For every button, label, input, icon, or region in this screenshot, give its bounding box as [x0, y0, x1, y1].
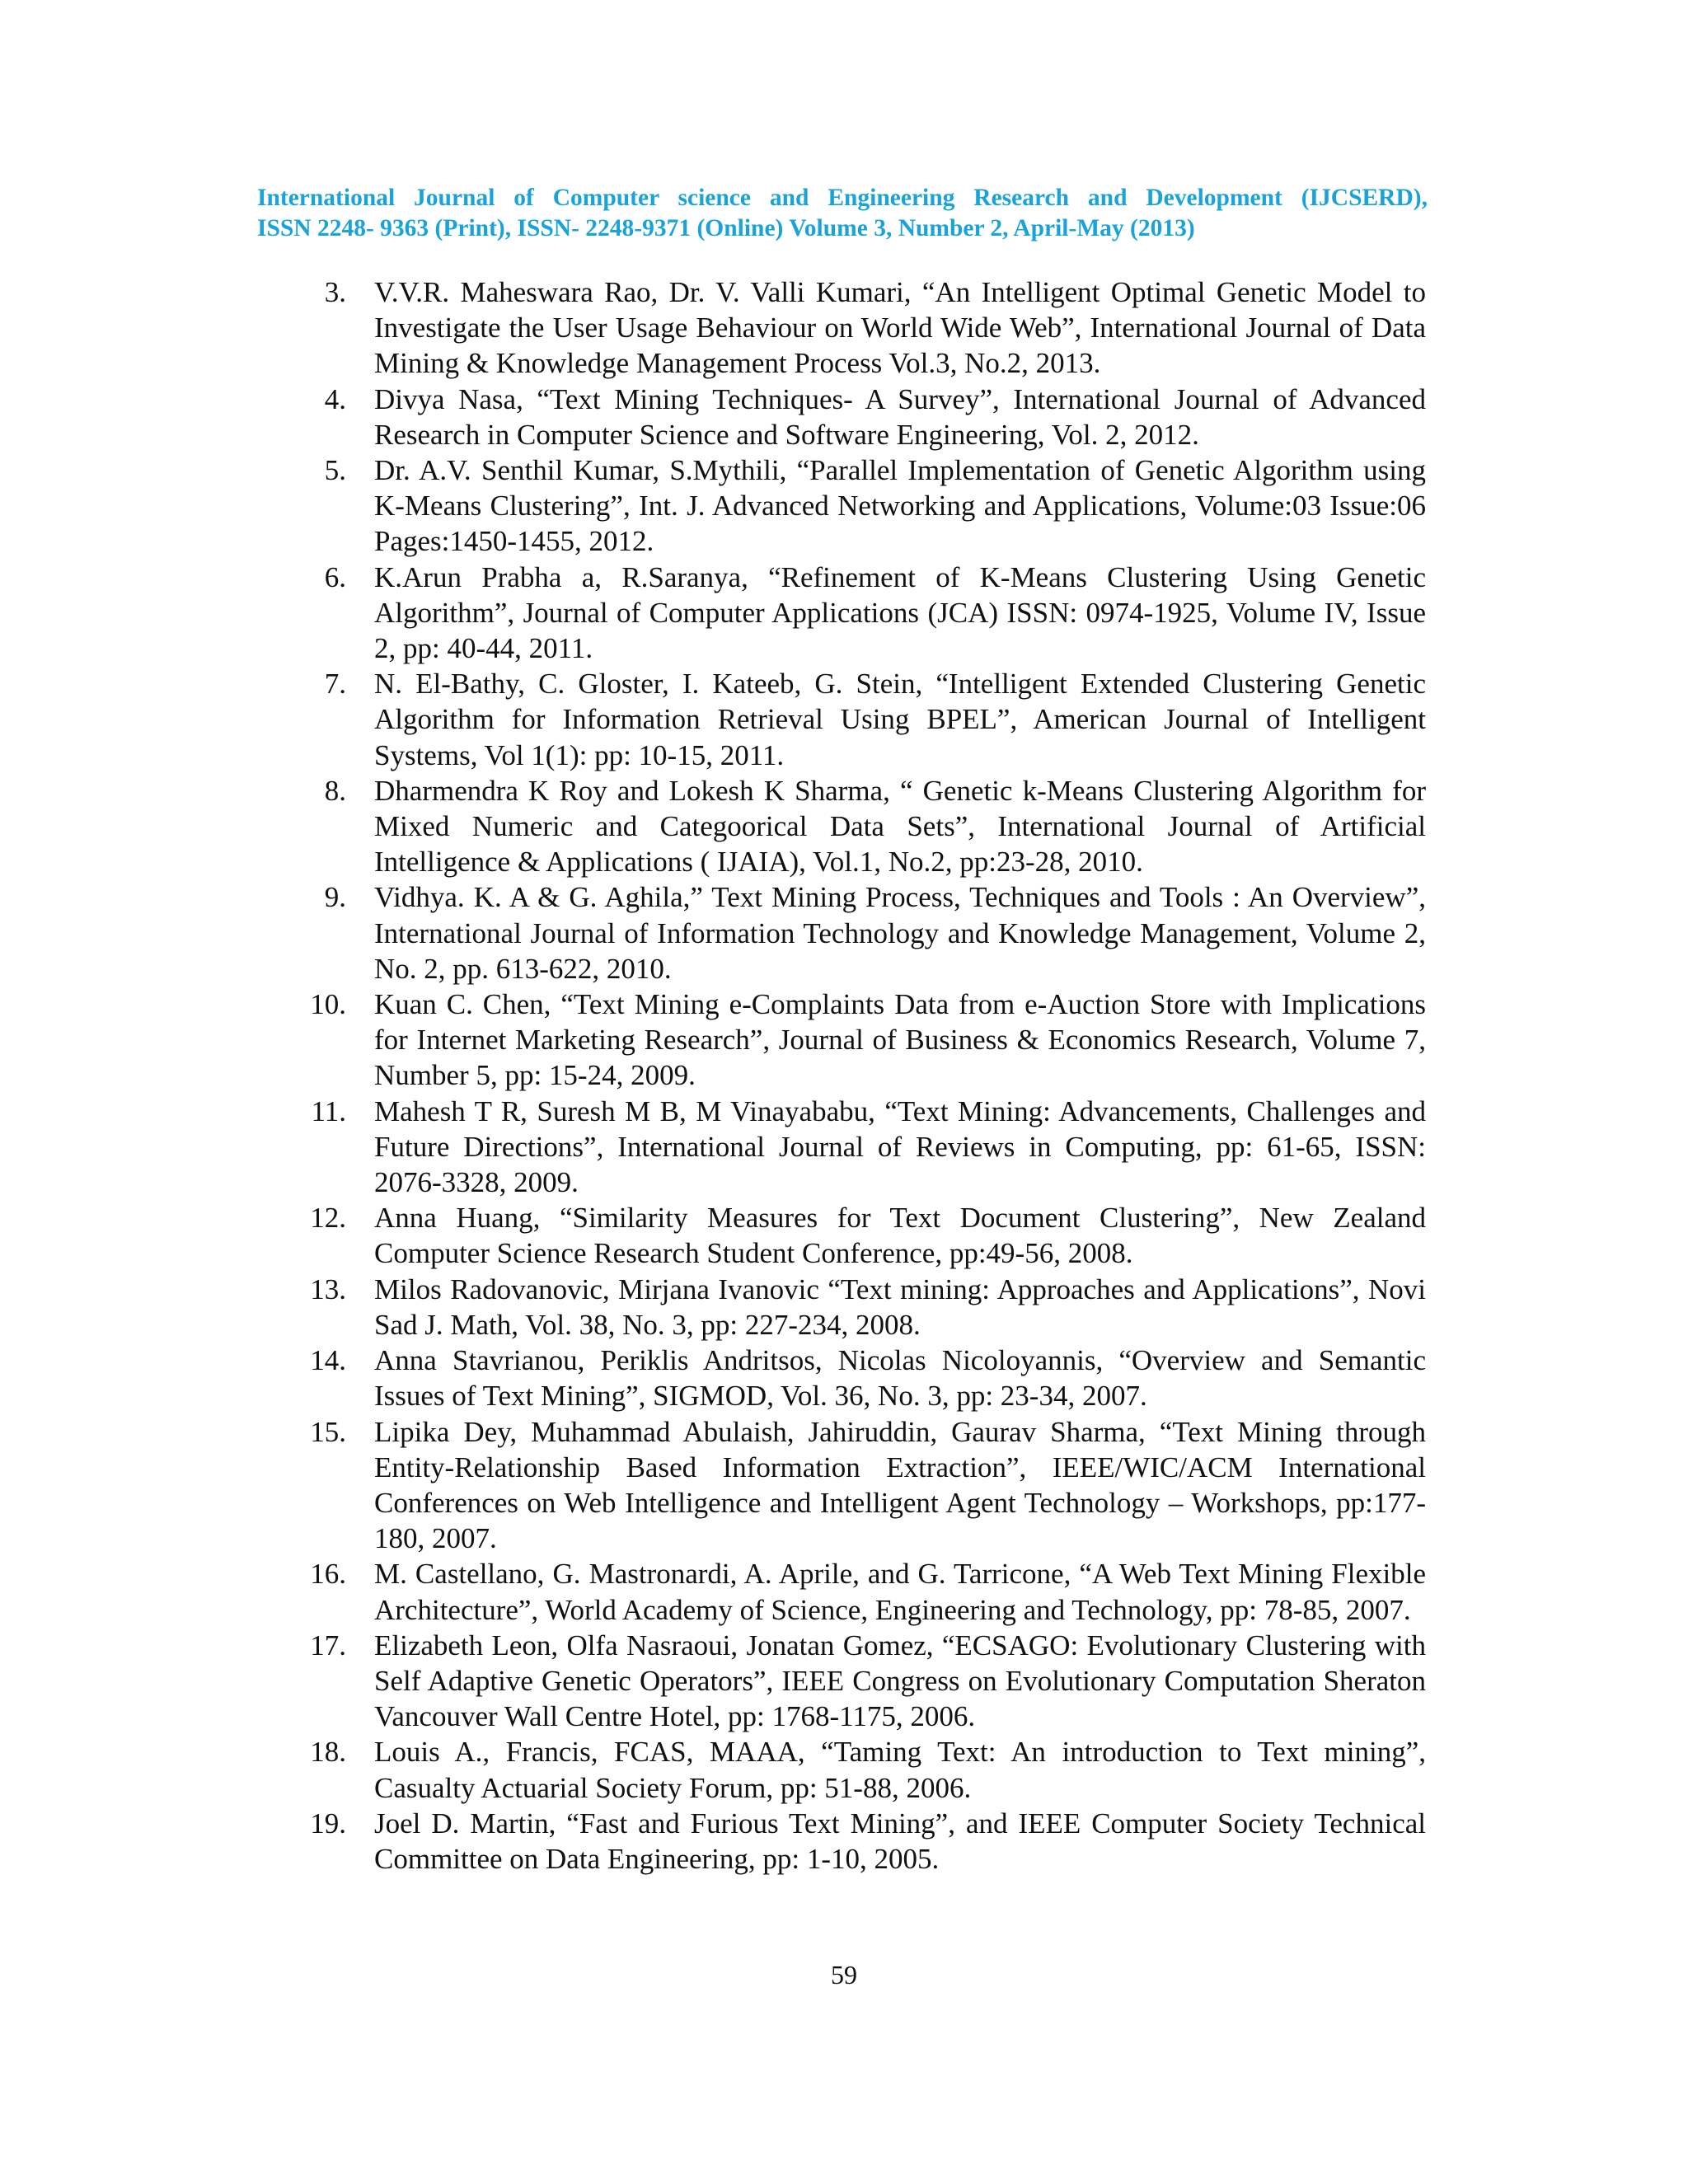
reference-item — [303, 666, 1426, 773]
reference-text: Elizabeth Leon, Olfa Nasraoui, Jonatan Gomez, “ECSAGO: Evolutionary Clustering with Self Adaptive Genetic Operators”, IEEE Congress on Evolutionary Computation Sheraton Vancouver Wall Centre Hotel, pp: 1768-1175, 2006. — [374, 1629, 1426, 1733]
reference-number: 6. — [324, 560, 346, 593]
reference-number: 3. — [324, 276, 346, 308]
page-number: 59 — [831, 1960, 857, 1990]
reference-number: 11. — [311, 1094, 346, 1127]
reference-number: 5. — [324, 454, 346, 487]
reference-text: N. El-Bathy, C. Gloster, I. Kateeb, G. Stein, “Intelligent Extended Clustering Genetic Algorithm for Information Retrieval Using BPEL”, American Journal of Intelligent Systems, Vol 1(1): pp: 10-15, 2011. — [374, 668, 1426, 771]
reference-number: 8. — [324, 774, 346, 807]
reference-number: 9. — [324, 881, 346, 914]
reference-item — [303, 1806, 1426, 1877]
reference-item — [303, 1343, 1426, 1413]
reference-item — [303, 773, 1426, 880]
reference-item — [303, 879, 1426, 987]
reference-number: 17. — [310, 1629, 346, 1661]
reference-text: Anna Huang, “Similarity Measures for Text Document Clustering”, New Zealand Computer Science Research Student Conference, pp:49-56, 2008. — [374, 1202, 1426, 1270]
reference-item — [303, 1734, 1426, 1805]
reference-item — [303, 382, 1426, 452]
reference-item — [303, 1200, 1426, 1271]
reference-text: Kuan C. Chen, “Text Mining e-Complaints Data from e-Auction Store with Implications for Internet Marketing Research”, Journal of Business & Economics Research, Volume 7, Number 5, pp: 15-24, 2009. — [374, 988, 1426, 1092]
reference-item — [303, 560, 1426, 667]
reference-text: Anna Stavrianou, Periklis Andritsos, Nicolas Nicoloyannis, “Overview and Semantic Issues of Text Mining”, SIGMOD, Vol. 36, No. 3, pp: 23-34, 2007. — [374, 1344, 1426, 1413]
reference-item — [303, 274, 1426, 382]
reference-number: 19. — [310, 1807, 346, 1840]
reference-number: 7. — [324, 668, 346, 701]
journal-header-line-2: ISSN 2248- 9363 (Print), ISSN- 2248-9371 (Online) Volume 3, Number 2, April-May (2013) — [257, 215, 1195, 241]
reference-number: 18. — [310, 1736, 346, 1769]
reference-text: K.Arun Prabha a, R.Saranya, “Refinement of K-Means Clustering Using Genetic Algorithm”, Journal of Computer Applications (JCA) ISSN: 0974-1925, Volume IV, Issue 2, pp: 40-44, 2011. — [374, 560, 1426, 665]
reference-number: 16. — [310, 1558, 346, 1591]
reference-number: 10. — [310, 988, 346, 1021]
reference-number: 4. — [324, 382, 346, 415]
reference-item — [303, 1094, 1426, 1201]
reference-text: Vidhya. K. A & G. Aghila,” Text Mining Process, Techniques and Tools : An Overview”, International Journal of Information Technology and Knowledge Management, Volume 2, No. 2, pp. 613-622, 2010. — [374, 881, 1426, 985]
reference-text: Lipika Dey, Muhammad Abulaish, Jahiruddin, Gaurav Sharma, “Text Mining through Entity-Relationship Based Information Extraction”, IEEE/WIC/ACM International Conferences on Web Intelligence and Intelligent Agent Technology – Workshops, pp:177-180, 2007. — [374, 1415, 1426, 1555]
reference-text: Joel D. Martin, “Fast and Furious Text Mining”, and IEEE Computer Society Technical Committee on Data Engineering, pp: 1-10, 2005. — [374, 1807, 1426, 1875]
reference-text: Divya Nasa, “Text Mining Techniques- A Survey”, International Journal of Advanced Research in Computer Science and Software Engineering, Vol. 2, 2012. — [374, 382, 1426, 451]
reference-text: Dr. A.V. Senthil Kumar, S.Mythili, “Parallel Implementation of Genetic Algorithm using K-Means Clustering”, Int. J. Advanced Networking and Applications, Volume:03 Issue:06 Pages:1450-1455, 2012. — [374, 454, 1426, 558]
reference-text: M. Castellano, G. Mastronardi, A. Aprile, and G. Tarricone, “A Web Text Mining Flexible Architecture”, World Academy of Science, Engineering and Technology, pp: 78-85, 2007. — [374, 1558, 1426, 1626]
journal-header-line-1: International Journal of Computer science and Engineering Research and Development (IJCSERD), — [257, 185, 1428, 211]
reference-text: Dharmendra K Roy and Lokesh K Sharma, “ Genetic k-Means Clustering Algorithm for Mixed Numeric and Categoorical Data Sets”, International Journal of Artificial Intelligence & Applications ( IJAIA), Vol.1, No.2, pp:23-28, 2010. — [374, 774, 1426, 879]
reference-item — [303, 1272, 1426, 1343]
journal-header — [257, 183, 1428, 244]
reference-text: V.V.R. Maheswara Rao, Dr. V. Valli Kumari, “An Intelligent Optimal Genetic Model to Investigate the User Usage Behaviour on World Wide Web”, International Journal of Data Mining & Knowledge Management Process Vol.3, No.2, 2013. — [374, 276, 1426, 380]
reference-number: 13. — [310, 1272, 346, 1305]
reference-item — [303, 1628, 1426, 1735]
reference-text: Milos Radovanovic, Mirjana Ivanovic “Text mining: Approaches and Applications”, Novi Sad J. Math, Vol. 38, No. 3, pp: 227-234, 2008. — [374, 1272, 1426, 1341]
reference-number: 14. — [310, 1344, 346, 1377]
reference-number: 12. — [310, 1202, 346, 1235]
reference-item — [303, 987, 1426, 1094]
reference-text: Mahesh T R, Suresh M B, M Vinayababu, “Text Mining: Advancements, Challenges and Future Directions”, International Journal of Reviews in Computing, pp: 61-65, ISSN: 2076-3328, 2009. — [374, 1094, 1426, 1199]
reference-number: 15. — [310, 1415, 346, 1448]
reference-list — [303, 274, 1426, 1877]
reference-item — [303, 1556, 1426, 1627]
reference-item — [303, 1414, 1426, 1557]
reference-text: Louis A., Francis, FCAS, MAAA, “Taming Text: An introduction to Text mining”, Casualty Actuarial Society Forum, pp: 51-88, 2006. — [374, 1736, 1426, 1804]
reference-item — [303, 452, 1426, 560]
